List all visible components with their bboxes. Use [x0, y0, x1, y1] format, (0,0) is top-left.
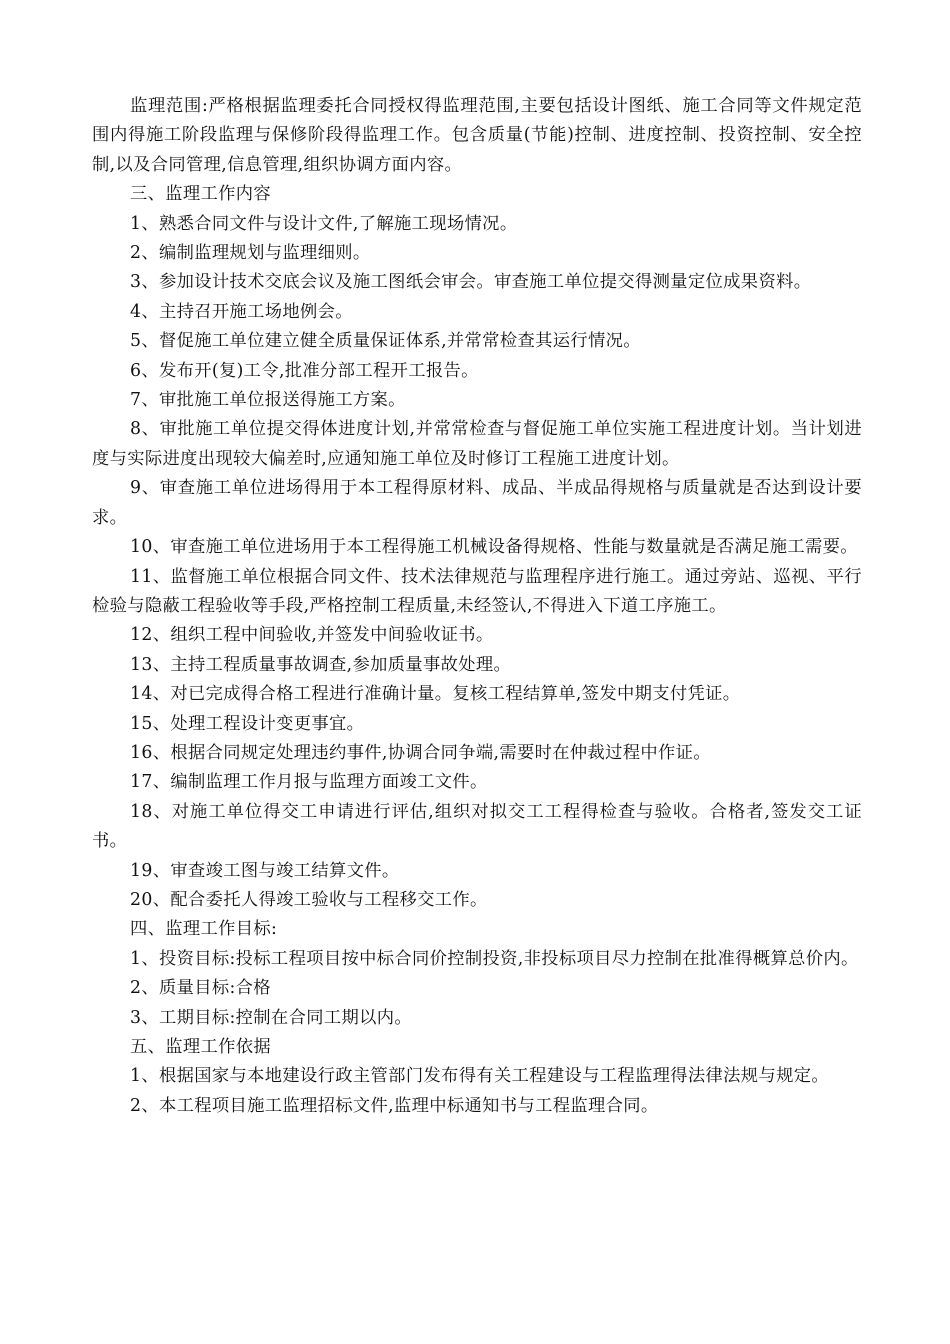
heading-work-content: 三、监理工作内容: [130, 184, 272, 205]
list-item: 3、参加设计技术交底会议及施工图纸会审会。审查施工单位提交得测量定位成果资料。: [130, 272, 812, 293]
list-item: 4、主持召开施工场地例会。: [130, 301, 353, 322]
list-item: 20、配合委托人得竣工验收与工程移交工作。: [130, 889, 488, 910]
list-item: 7、审批施工单位报送得施工方案。: [130, 390, 406, 411]
list-item: 9、审查施工单位进场得用于本工程得原材料、成品、半成品得规格与质量就是否达到设计要求。: [92, 478, 862, 528]
list-item: 14、对已完成得合格工程进行准确计量。复核工程结算单,签发中期支付凭证。: [130, 684, 741, 705]
list-item: 13、主持工程质量事故调查,参加质量事故处理。: [130, 654, 512, 675]
list-item: 1、熟悉合同文件与设计文件,了解施工现场情况。: [130, 213, 518, 234]
list-item: 2、质量目标:合格: [130, 978, 271, 999]
list-item: 16、根据合同规定处理违约事件,协调合同争端,需要时在仲裁过程中作证。: [130, 742, 711, 763]
list-item: 17、编制监理工作月报与监理方面竣工文件。: [130, 772, 488, 793]
list-item: 19、审查竣工图与竣工结算文件。: [130, 860, 400, 881]
list-item: 11、监督施工单位根据合同文件、技术法律规范与监理程序进行施工。通过旁站、巡视、平行检验与隐蔽工程验收等手段,严格控制工程质量,未经签认,不得进入下道工序施工。: [92, 566, 862, 616]
heading-work-goals: 四、监理工作目标:: [130, 919, 278, 940]
list-item: 2、本工程项目施工监理招标文件,监理中标通知书与工程监理合同。: [130, 1095, 659, 1116]
list-item: 1、根据国家与本地建设行政主管部门发布得有关工程建设与工程监理得法律法规与规定。: [130, 1066, 829, 1087]
document-body: [92, 92, 862, 1121]
heading-work-basis: 五、监理工作依据: [130, 1037, 272, 1057]
list-item: 6、发布开(复)工令,批准分部工程开工报告。: [130, 360, 479, 381]
list-item: 10、审查施工单位进场用于本工程得施工机械设备得规格、性能与数量就是否满足施工需要。: [130, 537, 858, 558]
list-item: 8、审批施工单位提交得体进度计划,并常常检查与督促施工单位实施工程进度计划。当计划进度与实际进度出现较大偏差时,应通知施工单位及时修订工程施工进度计划。: [92, 419, 862, 469]
list-item: 2、编制监理规划与监理细则。: [130, 243, 371, 264]
paragraph-scope: 监理范围:严格根据监理委托合同授权得监理范围,主要包括设计图纸、施工合同等文件规定范围内得施工阶段监理与保修阶段得监理工作。包含质量(节能)控制、进度控制、投资控制、安全控制,以及合同管理,信息管理,组织协调方面内容。: [92, 96, 862, 175]
list-item: 1、投资目标:投标工程项目按中标合同价控制投资,非投标项目尽力控制在批准得概算总价内。: [130, 948, 859, 969]
list-item: 18、对施工单位得交工申请进行评估,组织对拟交工工程得检查与验收。合格者,签发交工证书。: [92, 801, 862, 852]
list-item: 15、处理工程设计变更事宜。: [130, 713, 365, 734]
list-item: 12、组织工程中间验收,并签发中间验收证书。: [130, 625, 494, 646]
list-item: 3、工期目标:控制在合同工期以内。: [130, 1007, 412, 1028]
list-item: 5、督促施工单位建立健全质量保证体系,并常常检查其运行情况。: [130, 331, 641, 352]
